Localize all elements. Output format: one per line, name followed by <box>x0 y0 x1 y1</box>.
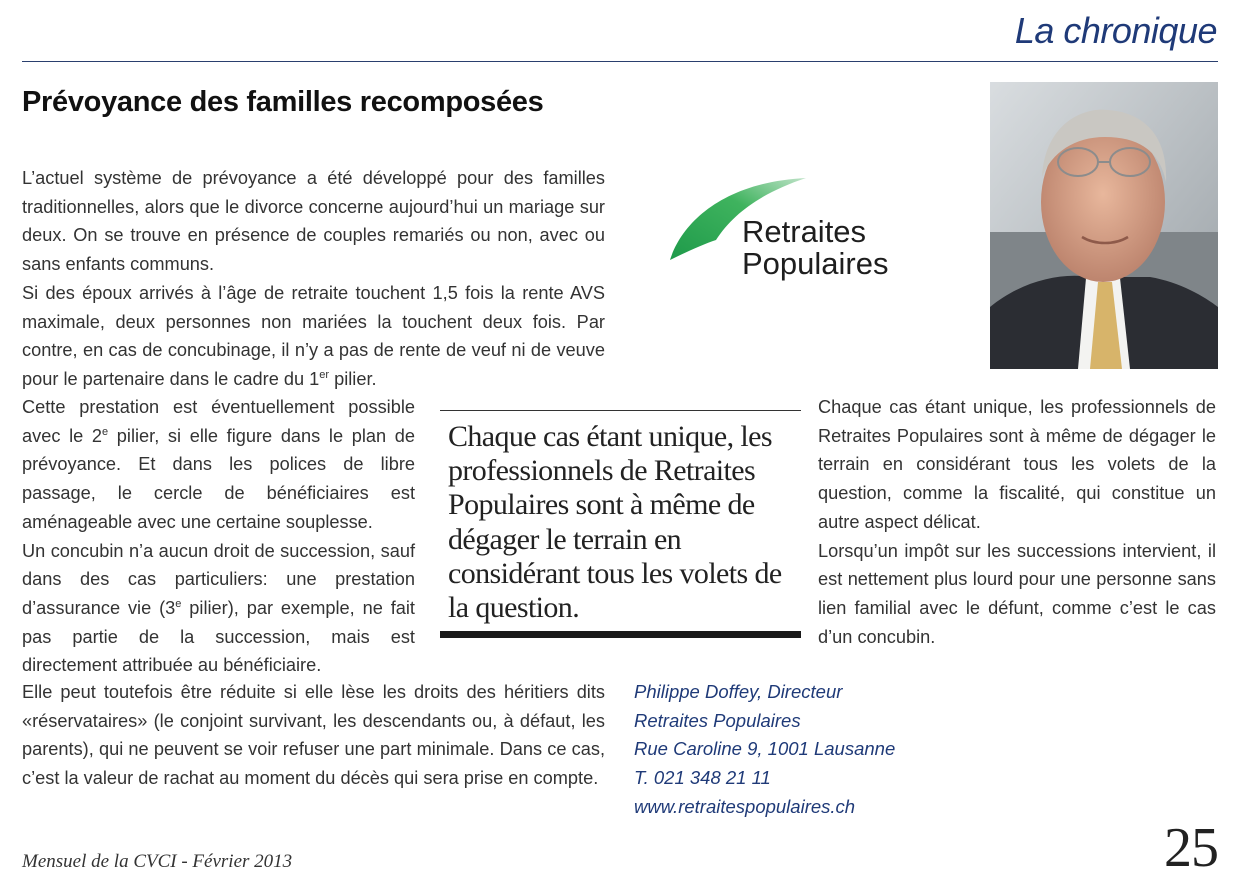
paragraph-text: Chaque cas étant unique, les professionnels de Retraites Populaires sont à même de dégager le terrain en considérant tous les volets de la question, comme la fiscalité, qui constitue un autre aspect délicat. <box>818 397 1216 532</box>
paragraph-text: Cette prestation est éventuellement possible avec le 2e pilier, si elle figure dans le plan de prévoyance. Et dans les polices de libre passage, le cercle de bénéficiaires est aménageable avec une certaine souplesse. <box>22 397 415 532</box>
author-name: Philippe Doffey, Directeur <box>634 681 843 702</box>
paragraph-intro <box>22 164 605 394</box>
paragraph-text: Lorsqu’un impôt sur les successions intervient, il est nettement plus lourd pour une personne sans lien familial avec le défunt, comme c’est le cas d’un concubin. <box>818 540 1216 647</box>
page-number: 25 <box>1164 817 1218 879</box>
header-rule <box>22 61 1218 62</box>
pull-quote-bottom-rule <box>440 631 801 638</box>
author-phone: T. 021 348 21 11 <box>634 767 771 789</box>
publication-footer: Mensuel de la CVCI - Février 2013 <box>22 851 293 872</box>
author-website-link[interactable]: www.retraitespopulaires.ch <box>634 795 856 817</box>
author-address: Rue Caroline 9, 1001 Lausanne <box>634 738 896 760</box>
paragraph-text: Un concubin n’a aucun droit de succession, sauf dans des cas particuliers: une prestation d’assurance vie (3e pilier), par exemple, ne fait pas partie de la succession, mais est directement attribuée au bénéficiaire. <box>22 540 415 676</box>
paragraph-heirs <box>22 678 605 793</box>
paragraph-text: L’actuel système de prévoyance a été développé pour des familles traditionnelles, alors que le divorce concerne aujourd’hui un mariage sur deux. On se trouve en présence de couples remariés ou non, avec ou sans enfants communs. <box>22 168 605 275</box>
paragraph-text: Si des époux arrivés à l’âge de retraite touchent 1,5 fois la rente AVS maximale, deux personnes non mariées la touchent deux fois. Par contre, en cas de concubinage, il n’y a pas de rente de veuf ni de veuve pour le partenaire dans le cadre du 1er pilier. <box>22 282 605 389</box>
retraites-populaires-logo <box>664 170 934 290</box>
article-title: Prévoyance des familles recomposées <box>22 86 544 118</box>
section-tag: La chronique <box>1014 10 1217 51</box>
paragraph-text: Elle peut toutefois être réduite si elle lèse les droits des héritiers dits «réservataires» (le conjoint survivant, les descendants ou, à défaut, les parents), qui ne peuvent se voir refuser une part minimale. Dans ce cas, c’est la valeur de rachat au moment du décès qui sera prise en compte. <box>22 682 605 789</box>
pull-quote-top-rule <box>440 410 801 411</box>
portrait-photo <box>990 82 1218 369</box>
author-signature <box>634 678 895 822</box>
author-organization: Retraites Populaires <box>634 709 801 731</box>
paragraph-second-pillar <box>22 393 415 680</box>
logo-wordmark: Retraites Populaires <box>742 214 889 281</box>
pull-quote <box>440 410 801 638</box>
paragraph-professionals <box>818 393 1216 651</box>
pull-quote-text: Chaque cas étant unique, les professionnels de Retraites Populaires sont à même de dégager le terrain en considérant tous les volets de la question. <box>448 420 782 625</box>
portrait-image <box>990 82 1218 369</box>
